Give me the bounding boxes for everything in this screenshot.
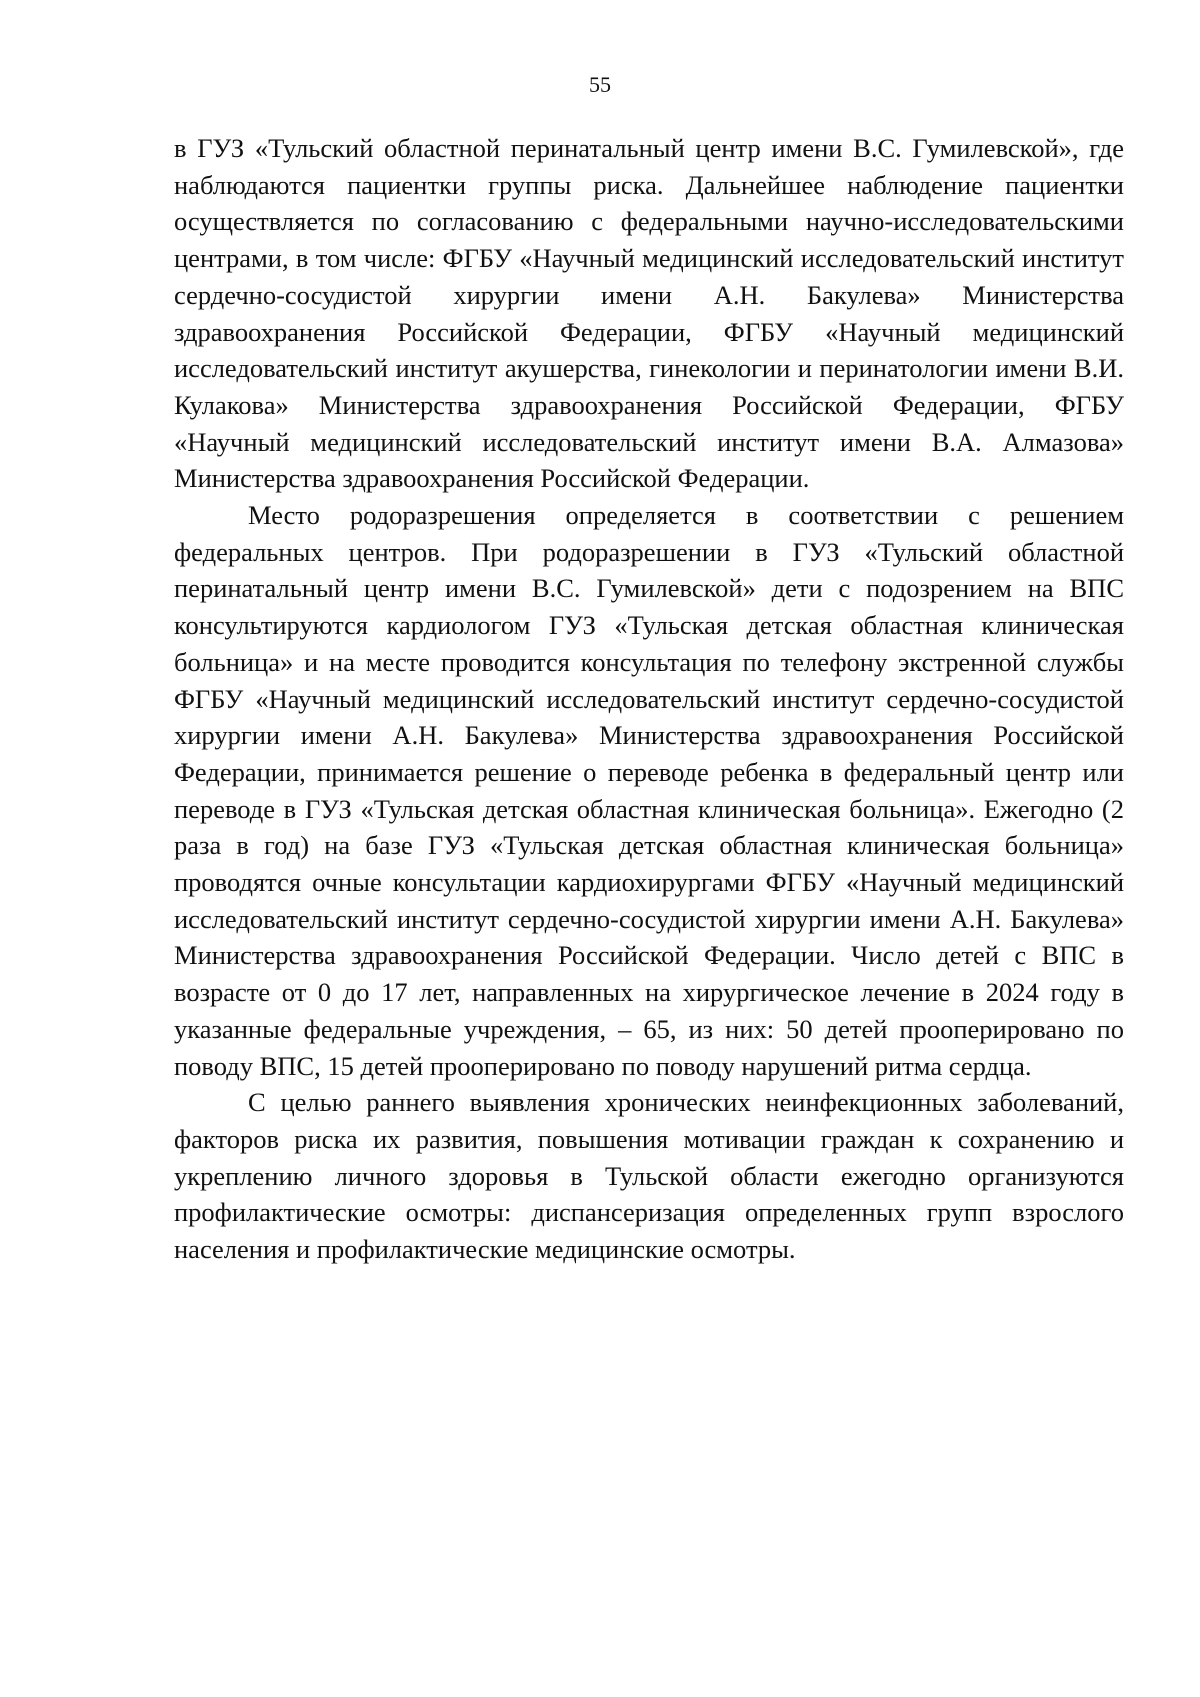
page-number: 55 <box>589 72 611 97</box>
paragraph-1: в ГУЗ «Тульский областной перинатальный центр имени В.С. Гумилевской», где наблюдаются пациентки группы риска. Дальнейшее наблюдение пациентки осуществляется по согласованию с федеральными научно-исследовательскими центрами, в том числе: ФГБУ «Научный медицинский исследовательский институт сердечно-сосудистой хирургии имени А.Н. Бакулева» Министерства здравоохранения Российской Федерации, ФГБУ «Научный медицинский исследовательский институт акушерства, гинекологии и перинатологии имени В.И. Кулакова» Министерства здравоохранения Российской Федерации, ФГБУ «Научный медицинский исследовательский институт имени В.А. Алмазова» Министерства здравоохранения Российской Федерации. <box>174 133 1124 494</box>
document-body <box>174 130 1124 1268</box>
paragraph-2: Место родоразрешения определяется в соответствии с решением федеральных центров. При родоразрешении в ГУЗ «Тульский областной перинатальный центр имени В.С. Гумилевской» дети с подозрением на ВПС консультируются кардиологом ГУЗ «Тульская детская областная клиническая больница» и на месте проводится консультация по телефону экстренной службы ФГБУ «Научный медицинский исследовательский институт сердечно-сосудистой хирургии имени А.Н. Бакулева» Министерства здравоохранения Российской Федерации, принимается решение о переводе ребенка в федеральный центр или переводе в ГУЗ «Тульская детская областная клиническая больница». Ежегодно (2 раза в год) на базе ГУЗ «Тульская детская областная клиническая больница» проводятся очные консультации кардиохирургами ФГБУ «Научный медицинский исследовательский институт сердечно-сосудистой хирургии имени А.Н. Бакулева» Министерства здравоохранения Российской Федерации. Число детей с ВПС в возрасте от 0 до 17 лет, направленных на хирургическое лечение в 2024 году в указанные федеральные учреждения, – 65, из них: 50 детей прооперировано по поводу ВПС, 15 детей прооперировано по поводу нарушений ритма сердца. <box>174 500 1124 1081</box>
paragraph-3: С целью раннего выявления хронических неинфекционных заболеваний, факторов риска их развития, повышения мотивации граждан к сохранению и укреплению личного здоровья в Тульской области ежегодно организуются профилактические осмотры: диспансеризация определенных групп взрослого населения и профилактические медицинские осмотры. <box>174 1087 1124 1265</box>
